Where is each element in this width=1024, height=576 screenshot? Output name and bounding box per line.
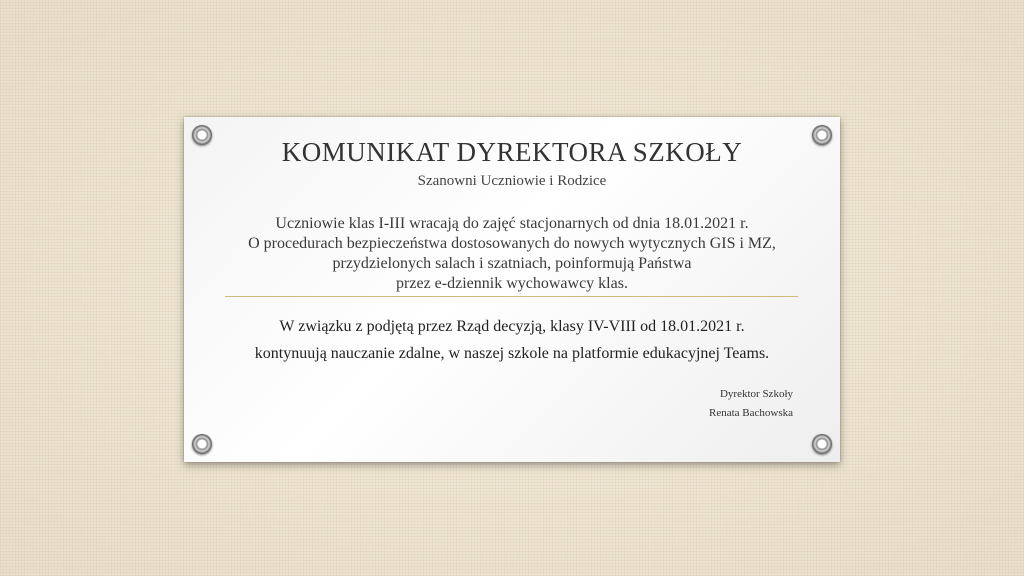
signature-role: Dyrektor Szkoły bbox=[719, 388, 793, 400]
paragraph1-line: Uczniowie klas I-III wracają do zajęć stacjonarnych od dnia 18.01.2021 r. bbox=[275, 215, 749, 232]
paragraph2-line: W związku z podjętą przez Rząd decyzją, klasy IV-VIII od 18.01.2021 r. bbox=[279, 318, 745, 335]
paragraph1-line: O procedurach bezpieczeństwa dostosowanych do nowych wytycznych GIS i MZ, bbox=[248, 235, 776, 252]
notice-title: KOMUNIKAT DYREKTORA SZKOŁY bbox=[281, 137, 743, 167]
screw-icon-bottom-left bbox=[192, 434, 212, 454]
section-divider bbox=[225, 296, 798, 297]
paragraph1-line: przydzielonych salach i szatniach, poinformują Państwa bbox=[332, 255, 692, 272]
paragraph-in-person-classes bbox=[184, 214, 840, 294]
signature-name: Renata Bachowska bbox=[709, 407, 793, 419]
notice-plate bbox=[184, 117, 840, 462]
paragraph2-line: kontynuują nauczanie zdalne, w naszej szkole na platformie edukacyjnej Teams. bbox=[254, 345, 770, 362]
paragraph1-line: przez e-dziennik wychowawcy klas. bbox=[396, 275, 628, 292]
notice-subtitle: Szanowni Uczniowie i Rodzice bbox=[417, 173, 607, 189]
screw-icon-bottom-right bbox=[812, 434, 832, 454]
